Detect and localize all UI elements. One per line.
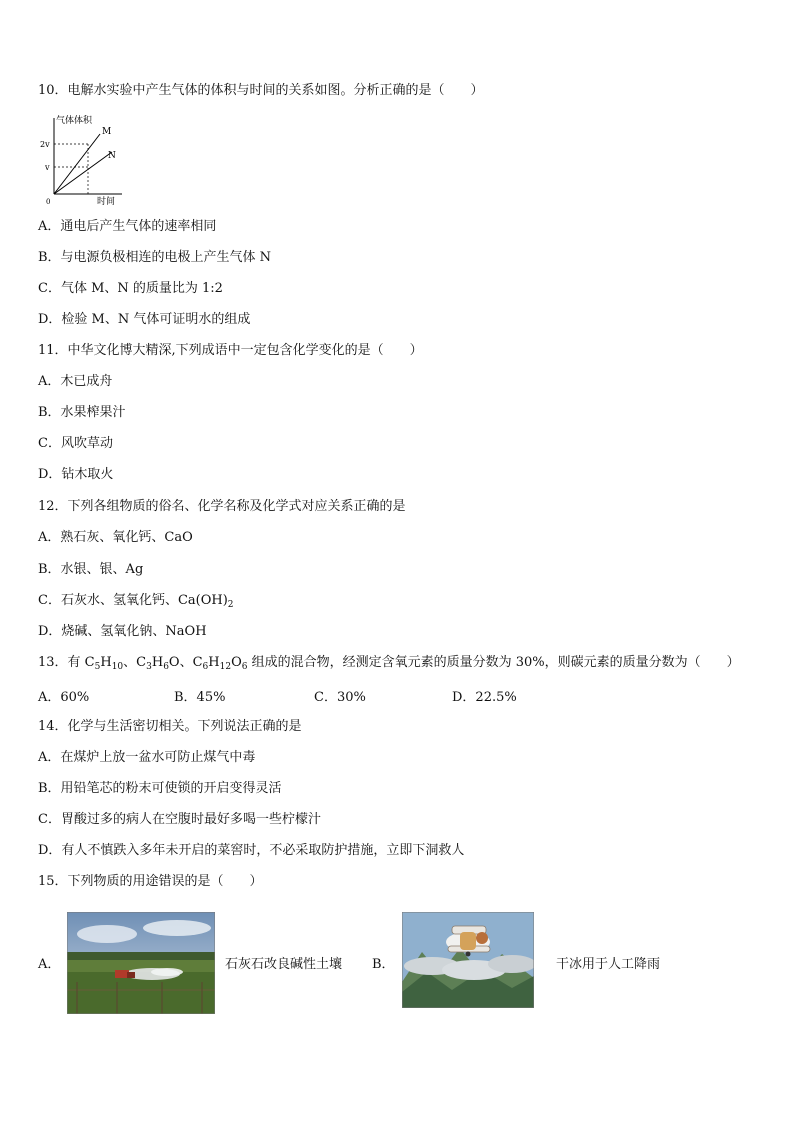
- line-m: [54, 134, 100, 194]
- q13-option-d: D．22.5%: [452, 690, 517, 705]
- q10-option-b: B．与电源负极相连的电极上产生气体 N: [38, 250, 272, 265]
- question-11-stem: 11．中华文化博大精深,下列成语中一定包含化学变化的是（ ）: [38, 343, 423, 358]
- q11-option-b: B．水果榨果汁: [38, 405, 126, 420]
- question-12-stem: 12．下列各组物质的俗名、化学名称及化学式对应关系正确的是: [38, 499, 406, 514]
- q15-option-a-label: A．: [38, 957, 61, 972]
- line-n-label: N: [108, 151, 116, 161]
- q13-option-a: A．60%: [38, 690, 90, 705]
- q14-option-c: C．胃酸过多的病人在空腹时最好多喝一些柠檬汁: [38, 812, 321, 827]
- q15-option-a-text: 石灰石改良碱性土壤: [225, 957, 343, 972]
- q12-option-a: A．熟石灰、氧化钙、CaO: [38, 530, 193, 545]
- q15-option-b-label: B．: [372, 957, 395, 972]
- q13-option-c: C．30%: [314, 690, 366, 705]
- question-15-stem: 15．下列物质的用途错误的是（ ）: [38, 874, 263, 889]
- question-13-stem: 13．有 $C_5H_{10}$、$C_3H_6O$、$C_6H_{12}O_6$ 组成的混合物，经测定含氧元素的质量分数为 30%，则碳元素的质量分数为（ ）: [38, 655, 740, 672]
- q12-option-b: B．水银、银、Ag: [38, 562, 144, 577]
- origin-label: 0: [46, 198, 51, 206]
- cloud-seeding-plane-image: [402, 912, 534, 1008]
- question-10-stem: 10．电解水实验中产生气体的体积与时间的关系如图。分析正确的是（ ）: [38, 83, 484, 98]
- q15-option-b-text: 干冰用于人工降雨: [556, 957, 661, 972]
- q10-option-c: C．气体 M、N 的质量比为 1:2: [38, 281, 223, 296]
- q12-option-d: D．烧碱、氢氧化钠、NaOH: [38, 624, 207, 639]
- q11-option-a: A．木已成舟: [38, 374, 113, 389]
- y-axis-label: 气体体积: [56, 116, 93, 126]
- q13-option-b: B．45%: [174, 690, 226, 705]
- q11-option-c: C．风吹草动: [38, 436, 113, 451]
- question-14-stem: 14．化学与生活密切相关。下列说法正确的是: [38, 719, 302, 734]
- field-spraying-image: [67, 912, 215, 1014]
- q14-option-a: A．在煤炉上放一盆水可防止煤气中毒: [38, 750, 256, 765]
- tick-2v: 2v: [40, 140, 50, 149]
- q12-option-c: C．石灰水、氢氧化钙、$Ca(OH)_2$: [38, 593, 234, 610]
- tick-v: v: [45, 163, 50, 172]
- q10-option-a: A．通电后产生气体的速率相同: [38, 219, 217, 234]
- x-axis-label: 时间: [97, 197, 116, 207]
- q14-option-b: B．用铅笔芯的粉末可使锁的开启变得灵活: [38, 781, 282, 796]
- line-m-label: M: [102, 127, 112, 137]
- line-n: [54, 152, 112, 194]
- q13-options: [38, 686, 758, 704]
- q11-option-d: D．钻木取火: [38, 467, 114, 482]
- q14-option-d: D．有人不慎跌入多年未开启的菜窖时，不必采取防护措施，立即下洞救人: [38, 843, 465, 858]
- volume-time-graph: [40, 112, 130, 207]
- q10-option-d: D．检验 M、N 气体可证明水的组成: [38, 312, 251, 327]
